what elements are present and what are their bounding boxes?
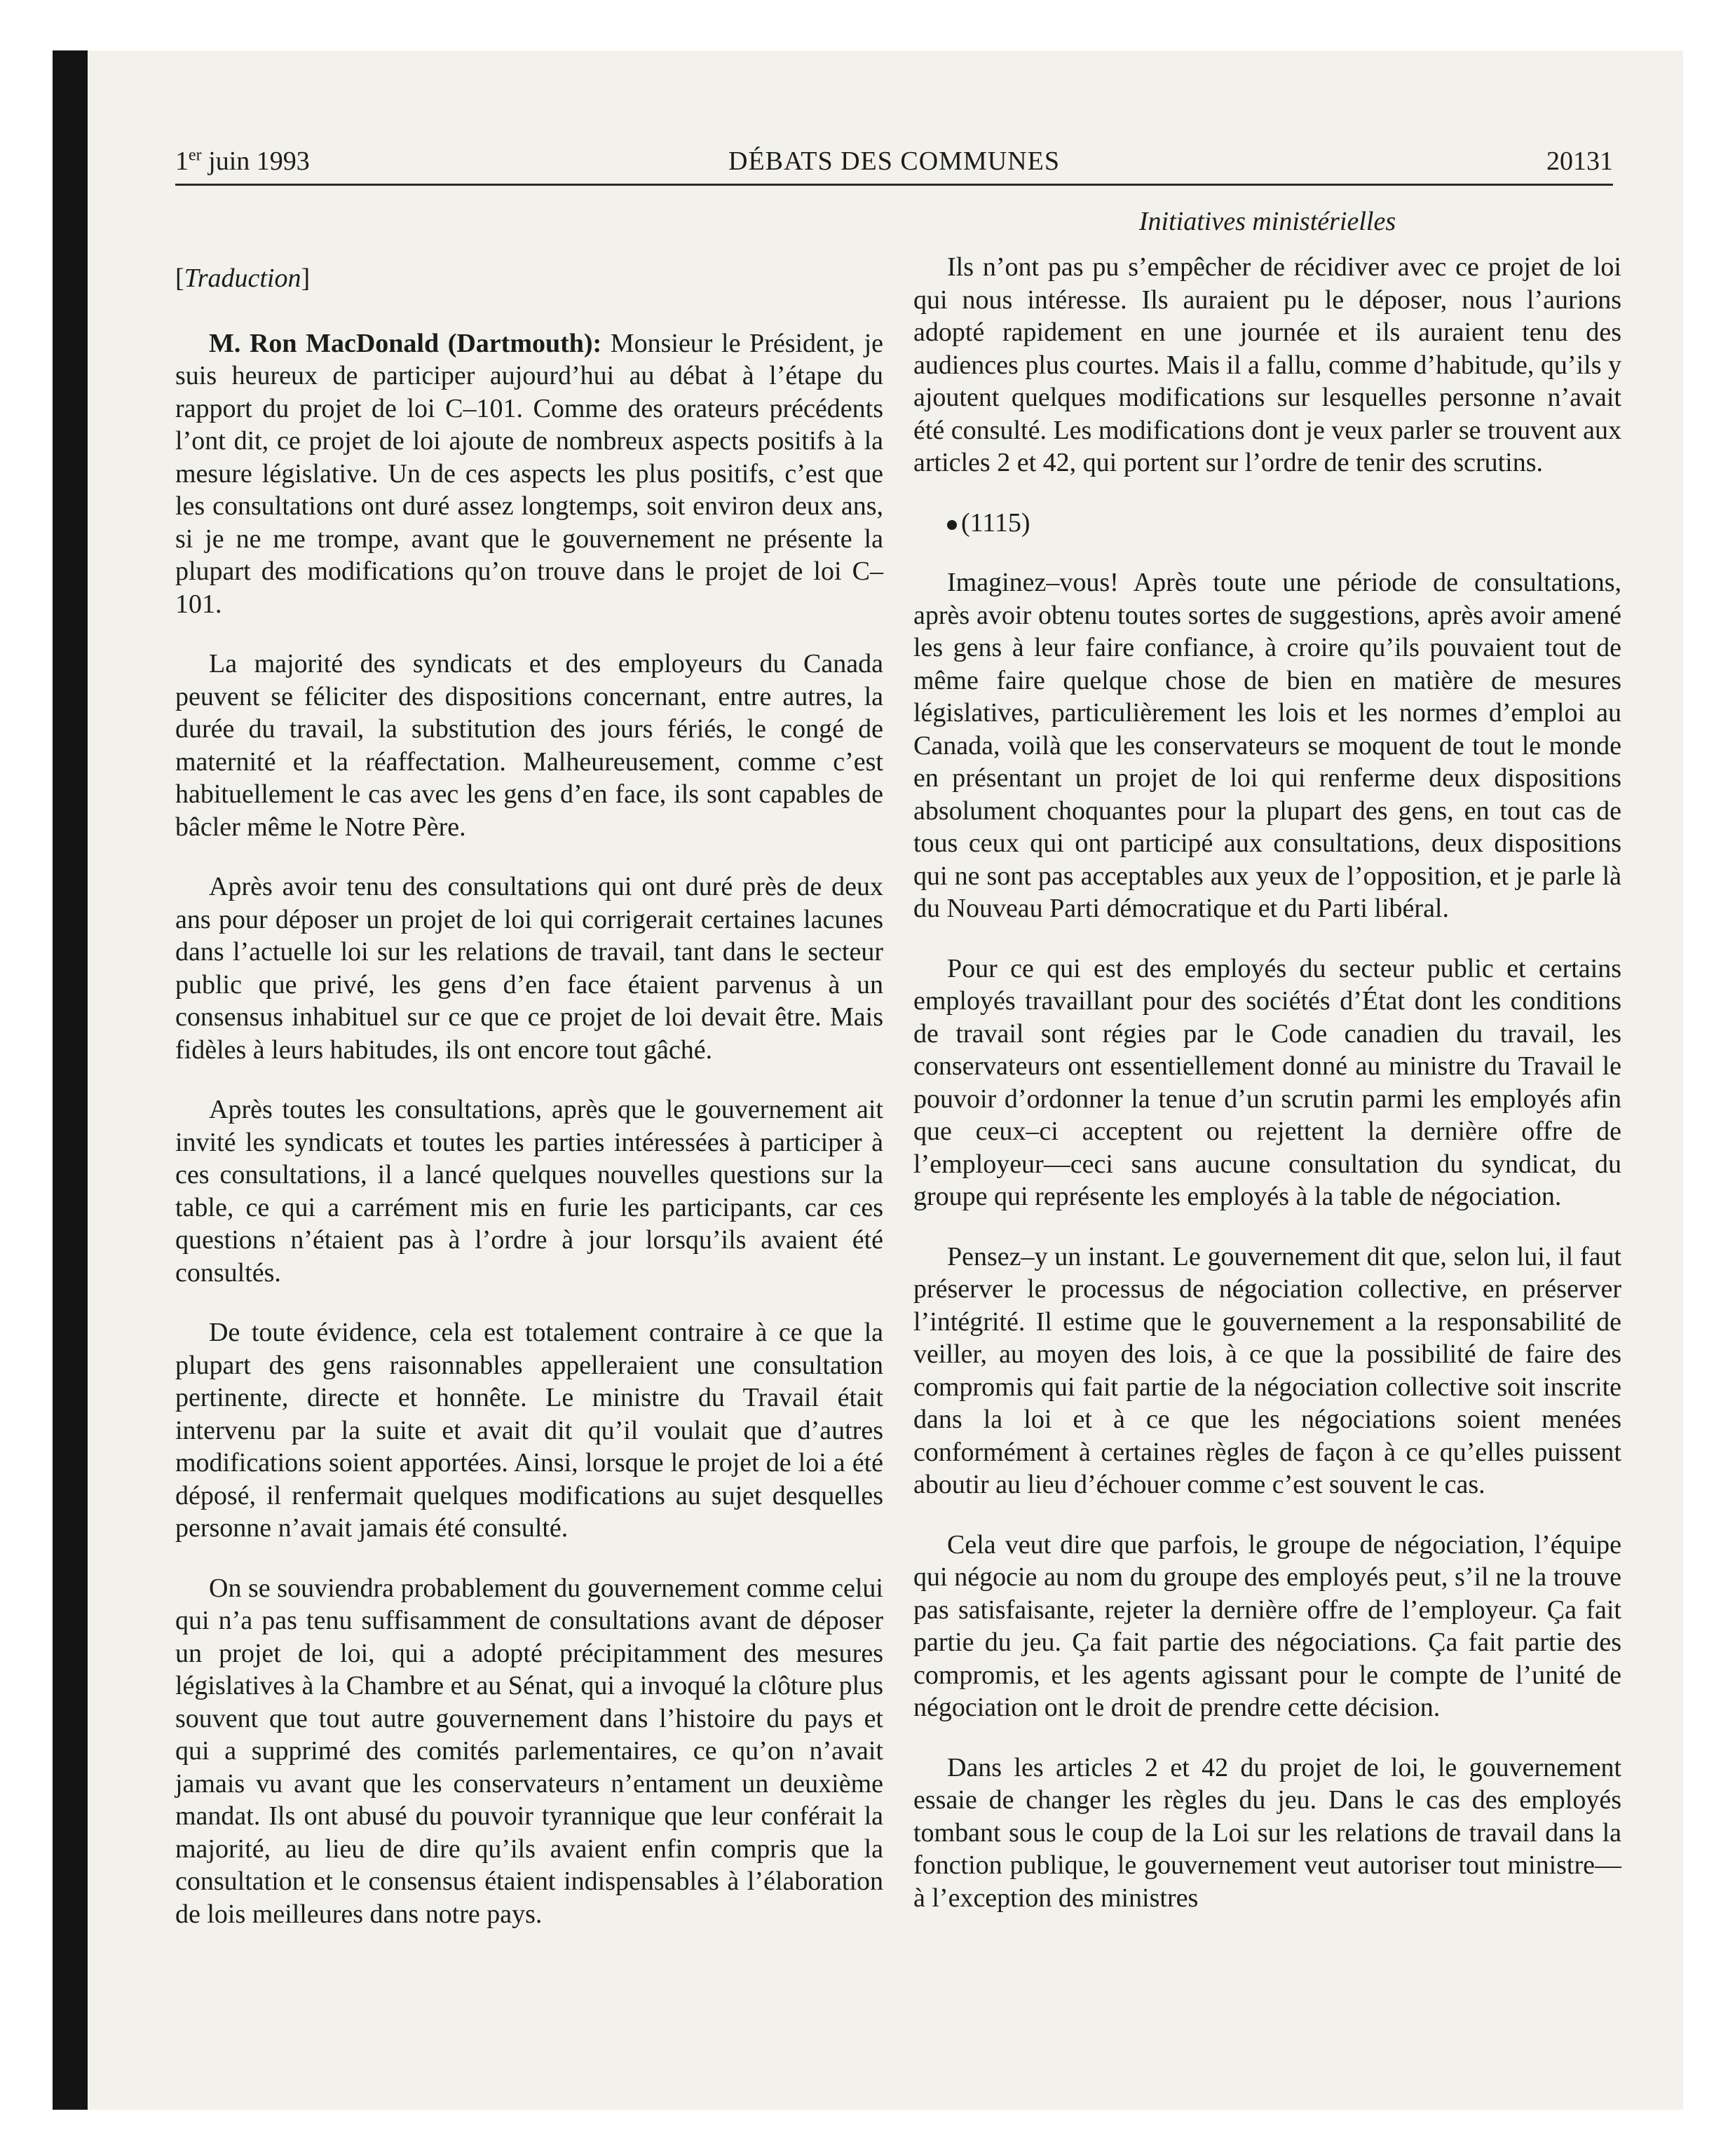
translation-note: [Traduction] xyxy=(175,264,311,293)
left-column xyxy=(175,262,883,1958)
paragraph: M. Ron MacDonald (Dartmouth): Monsieur le Président, je suis heureux de participer aujourd’hui au débat à l’étape du rapport du projet de loi C–101. Comme des orateurs précédents l’ont dit, ce projet de loi ajoute de nombreux aspects positifs à la mesure législative. Un de ces aspects les plus positifs, c’est que les consultations ont duré assez longtemps, soit environ deux ans, si je ne me trompe, avant que le gouvernement ne présente la plupart des modifications qu’on trouve dans le projet de loi C–101. xyxy=(175,328,883,619)
header-date: 1er juin 1993 xyxy=(175,146,310,176)
paragraph: Pour ce qui est des employés du secteur public et certains employés travaillant pour des sociétés d’État dont les conditions de travail sont régies par le Code canadien du travail, les conservateurs ont essentiellement donné au ministre du Travail le pouvoir d’ordonner la tenue d’un scrutin parmi les employés afin que ceux–ci acceptent ou rejettent la dernière offre de l’employeur—ceci sans aucune consultation du syndicat, du groupe qui représente les employés à la table de négociation. xyxy=(913,953,1621,1211)
paragraph: De toute évidence, cela est totalement contraire à ce que la plupart des gens raisonnables appelleraient une consultation pertinente, directe et honnête. Le ministre du Travail était intervenu par la suite et avait dit qu’il voulait que d’autres modifications soient apportées. Ainsi, lorsque le projet de loi a été déposé, il renfermait quelques modifications au sujet desquelles personne n’avait jamais été consulté. xyxy=(175,1318,883,1543)
paragraph: Ils n’ont pas pu s’empêcher de récidiver avec ce projet de loi qui nous intéresse. Ils auraient pu le déposer, nous l’aurions adopté rapidement en une journée et ils auraient tenu des audiences plus courtes. Mais il a fallu, comme d’habitude, qu’ils y ajoutent quelques modifications sur lesquelles personne n’avait été consulté. Les modifications dont je veux parler se trouvent aux articles 2 et 42, qui portent sur l’ordre de tenir des scrutins. xyxy=(913,252,1621,477)
paragraph: Imaginez–vous! Après toute une période de consultations, après avoir obtenu toutes sortes de suggestions, après avoir amené les gens à leur faire confiance, à croire qu’ils pouvaient tout de même faire quelque chose de bien en matière de mesures législatives, particulièrement les lois et les normes d’emploi au Canada, voilà que les conservateurs se moquent de tout le monde en présentant un projet de loi qui renferme deux dispositions absolument choquantes pour la plupart des gens, en tout cas de tous ceux qui ont participé aux consultations, deux dispositions qui ne sont pas acceptables aux yeux de l’opposition, et je parle là du Nouveau Parti démocratique et du Parti libéral. xyxy=(913,568,1621,923)
binding-edge xyxy=(53,50,88,2110)
right-column xyxy=(913,251,1621,1942)
paragraph: Après avoir tenu des consultations qui ont duré près de deux ans pour déposer un projet de loi qui corrigerait certaines lacunes dans l’actuelle loi sur les relations de travail, tant dans le secteur public que privé, les gens d’en face étaient parvenus à un consensus inhabituel sur ce que ce projet de loi devait être. Mais fidèles à leurs habitudes, ils ont encore tout gâché. xyxy=(175,872,883,1065)
paragraph: Pensez–y un instant. Le gouvernement dit que, selon lui, il faut préserver le processus de négociation collective, en préserver l’intégrité. Il estime que le gouvernement a la responsabilité de veiller, au moyen des lois, à ce que la possibilité de faire des compromis qui fait partie de la négociation collective soit inscrite dans la loi et à ce que les négociations soient menées conformément à certaines règles de façon à ce qu’elles puissent aboutir au lieu d’échouer comme c’est souvent le cas. xyxy=(913,1241,1621,1499)
header-title: DÉBATS DES COMMUNES xyxy=(728,146,1060,176)
timestamp: (1115) xyxy=(913,507,1621,540)
paragraph: Cela veut dire que parfois, le groupe de négociation, l’équipe qui négocie au nom du groupe des employés peut, s’il ne la trouve pas satisfaisante, rejeter la dernière offre de l’employeur. Ça fait partie du jeu. Ça fait partie des négociations. Ça fait partie des compromis, et les agents agissant pour le compte de l’unité de négociation ont le droit de prendre cette décision. xyxy=(913,1529,1621,1722)
paragraph: Après toutes les consultations, après que le gouvernement ait invité les syndicats et toutes les parties intéressées à participer à ces consultations, il a lancé quelques nouvelles questions sur la table, ce qui a carrément mis en furie les participants, car ces questions n’étaient pas à l’ordre à jour lorsqu’ils avaient été consultés. xyxy=(175,1095,883,1288)
speaker-name: M. Ron MacDonald (Dartmouth): xyxy=(209,328,602,358)
paragraph: La majorité des syndicats et des employeurs du Canada peuvent se féliciter des dispositions concernant, entre autres, la durée du travail, la substitution des jours fériés, le congé de maternité et la réaffectation. Malheureusement, comme c’est habituellement le cas avec les gens d’en face, ils sont capables de bâcler même le Notre Père. xyxy=(175,649,883,842)
paragraph: Dans les articles 2 et 42 du projet de loi, le gouvernement essaie de changer les règles du jeu. Dans le cas des employés tombant sous le coup de la Loi sur les relations de travail dans la fonction publique, le gouvernement veut autoriser tout ministre—à l’exception des ministres xyxy=(913,1752,1621,1913)
running-header xyxy=(175,135,1613,186)
section-heading: Initiatives ministérielles xyxy=(1138,207,1396,236)
page-number: 20131 xyxy=(1546,146,1613,176)
paragraph: On se souviendra probablement du gouvernement comme celui qui n’a pas tenu suffisamment de consultations avant de déposer un projet de loi, qui a adopté précipitamment des mesures législatives à la Chambre et au Sénat, qui a invoqué la clôture plus souvent que tout autre gouvernement dans l’histoire du pays et qui a supprimé des comités parlementaires, ce qu’on n’avait jamais vu avant que les conservateurs n’entament un deuxième mandat. Ils ont abusé du pouvoir tyrannique que leur conférait la majorité, au lieu de dire qu’ils avaient enfin compris que la consultation et le consensus étaient indispensables à l’élaboration de lois meilleures dans notre pays. xyxy=(175,1573,883,1929)
scanned-page xyxy=(53,50,1683,2110)
bullet-icon xyxy=(947,520,957,530)
